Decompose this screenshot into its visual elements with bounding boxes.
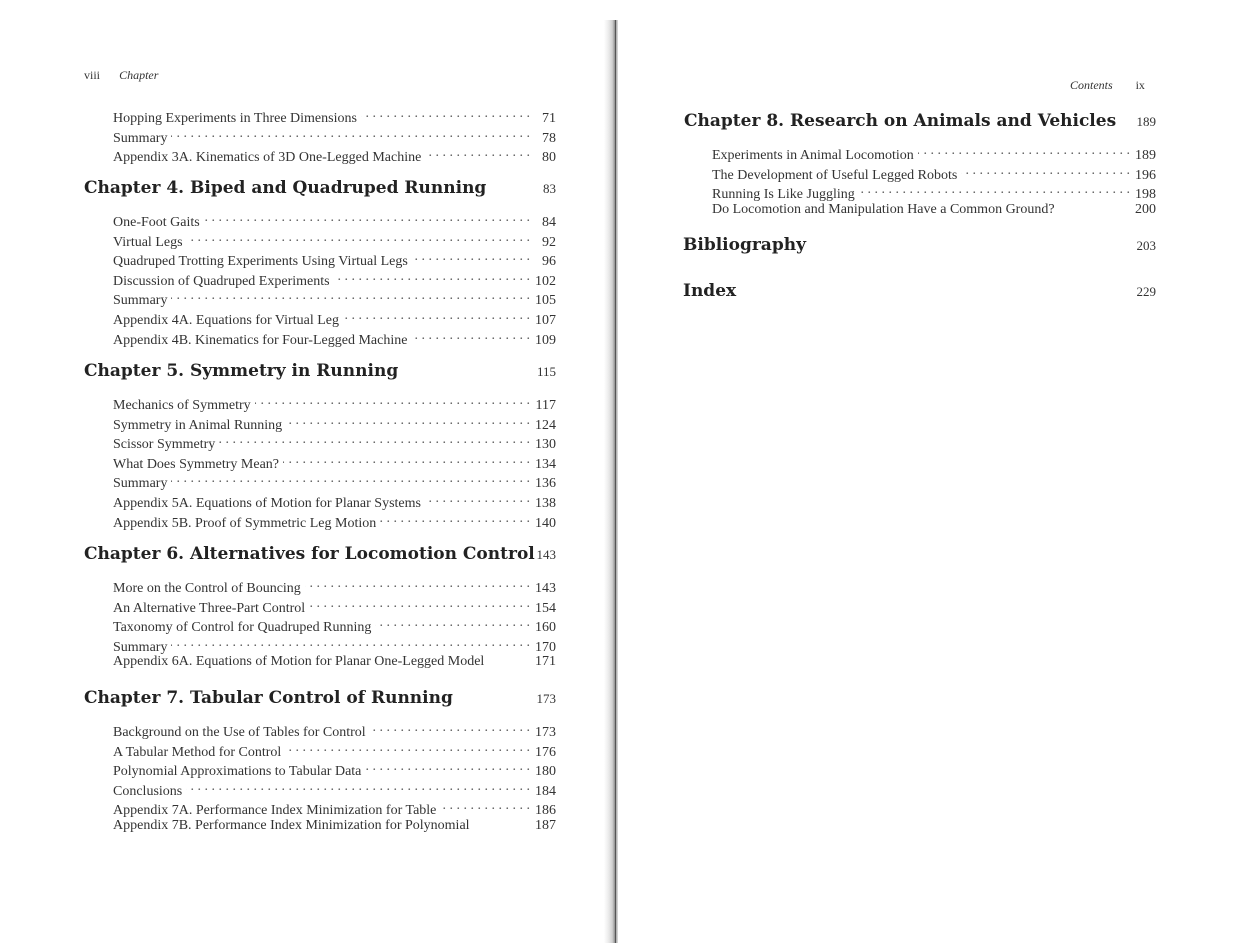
toc-entry: Appendix 4A. Equations for Virtual Leg . . . 107 [113,308,556,328]
entries-chapter-8 [712,143,1156,221]
toc-entry: Hopping Experiments in Three Dimensions . . . 71 [113,106,556,126]
toc-entry: The Development of Useful Legged Robots . . . 196 [712,163,1156,183]
toc-entry: Summary . . . 78 [113,126,556,146]
toc-entry: Appendix 5A. Equations of Motion for Planar Systems . . . 138 [113,491,556,511]
running-title: Chapter [119,68,159,82]
toc-entry: An Alternative Three-Part Control . . . 154 [113,596,556,616]
running-header-left [84,68,158,83]
chapter-heading: Chapter 6. Alternatives for Locomotion Control 143 [84,544,556,564]
right-page [617,0,1237,943]
toc-entry: Summary . . . 170 [113,635,556,655]
toc-entry: Summary . . . 136 [113,471,556,491]
entries-chapter-4 [113,210,556,347]
toc-entry: Mechanics of Symmetry . . . 117 [113,393,556,413]
toc-entry: Appendix 7B. Performance Index Minimization for Polynomial 187 [113,817,556,833]
toc-entry: Discussion of Quadruped Experiments . . . 102 [113,269,556,289]
entries-chapter-3-continued [113,106,556,165]
chapter-heading: Chapter 7. Tabular Control of Running 173 [84,688,556,708]
running-header-right [1070,78,1145,93]
toc-entry: One-Foot Gaits . . . 84 [113,210,556,230]
toc-entry: Conclusions . . . 184 [113,779,556,799]
toc-entry: Appendix 6A. Equations of Motion for Planar One-Legged Model 171 [113,654,556,670]
toc-entry: Experiments in Animal Locomotion . . . 189 [712,143,1156,163]
toc-entry: Appendix 5B. Proof of Symmetric Leg Motion . . . 140 [113,511,556,531]
left-page [0,0,606,943]
chapter-heading: Chapter 8. Research on Animals and Vehicles 189 [684,111,1156,131]
toc-entry: Virtual Legs . . . 92 [113,230,556,250]
toc-entry: What Does Symmetry Mean? . . . 134 [113,452,556,472]
entries-chapter-5 [113,393,556,530]
toc-entry: Appendix 3A. Kinematics of 3D One-Legged Machine . . . 80 [113,145,556,165]
bibliography-heading: Bibliography 203 [683,235,1156,255]
toc-entry: Appendix 7A. Performance Index Minimization for Table . . . 186 [113,798,556,818]
toc-entry: Background on the Use of Tables for Control . . . 173 [113,720,556,740]
toc-entry: A Tabular Method for Control . . . 176 [113,740,556,760]
folio: viii [84,68,101,82]
toc-entry: Running Is Like Juggling . . . 198 [712,182,1156,202]
toc-entry: Quadruped Trotting Experiments Using Virtual Legs . . . 96 [113,249,556,269]
folio: ix [1135,78,1145,92]
chapter-heading: Chapter 4. Biped and Quadruped Running 83 [84,178,556,198]
chapter-heading: Chapter 5. Symmetry in Running 115 [84,361,556,381]
toc-entry: Appendix 4B. Kinematics for Four-Legged Machine . . . 109 [113,328,556,348]
toc-entry: Polynomial Approximations to Tabular Data . . . 180 [113,759,556,779]
book-gutter [604,20,618,943]
entries-chapter-7 [113,720,556,838]
toc-entry: Symmetry in Animal Running . . . 124 [113,413,556,433]
toc-entry: Summary . . . 105 [113,288,556,308]
entries-chapter-6 [113,576,556,674]
toc-entry: Taxonomy of Control for Quadruped Running . . . 160 [113,615,556,635]
running-title: Contents [1070,78,1113,92]
index-heading: Index 229 [683,281,1156,301]
toc-entry: Scissor Symmetry . . . 130 [113,432,556,452]
toc-entry: More on the Control of Bouncing . . . 143 [113,576,556,596]
toc-entry: Do Locomotion and Manipulation Have a Common Ground? 200 [712,201,1156,217]
